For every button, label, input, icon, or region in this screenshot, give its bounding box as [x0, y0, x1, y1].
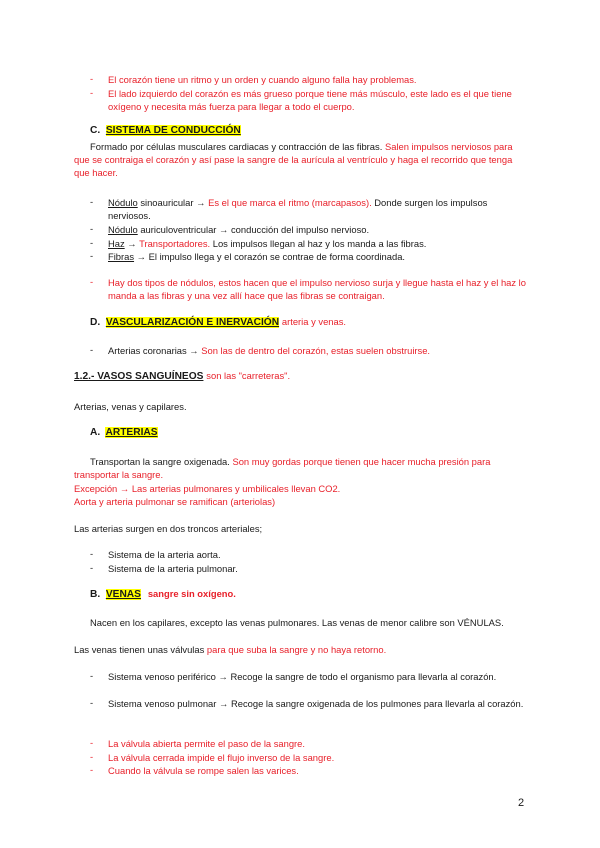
arteries-exception: Excepción → Las arterias pulmonares y umbilicales llevan CO2.	[74, 483, 341, 494]
item-term: Fibras	[108, 251, 135, 262]
conduction-item-1	[108, 196, 528, 222]
item-term: Nódulo	[108, 224, 138, 235]
arteries-ramify: Aorta y arteria pulmonar se ramifican (arteriolas)	[74, 496, 276, 507]
vessels-intro: Arterias, venas y capilares.	[74, 401, 187, 412]
veins-para2-red: para que suba la sangre y no haya retorno.	[206, 644, 387, 655]
section-b-suffix: sangre sin oxígeno.	[147, 588, 236, 599]
section-c-heading	[90, 125, 241, 136]
section-b-title: VENAS	[105, 589, 141, 600]
item-red: Es el que marca el ritmo (marcapasos).	[205, 197, 372, 208]
valve-note-1: La válvula abierta permite el paso de la sangre.	[108, 738, 305, 749]
item-rest: →	[124, 238, 137, 249]
page-number: 2	[518, 797, 525, 809]
nodules-note: Hay dos tipos de nódulos, estos hacen que el impulso nervioso surja y llegue hasta el haz y el haz lo manda a las fibras y una vez allí hace que las fibras se contraigan.	[108, 277, 526, 301]
section-12-title: 1.2.- VASOS SANGUÍNEOS	[74, 371, 204, 382]
bullet-dash: -	[90, 73, 94, 84]
bullet-dash: -	[90, 87, 94, 98]
intro-bullet-1: El corazón tiene un ritmo y un orden y cuando alguno falla hay problemas.	[108, 74, 417, 85]
arteries-para-red: Son muy gordas porque tienen que hacer mucha presión para transportar la sangre.	[74, 456, 491, 480]
bullet-dash: -	[90, 276, 94, 287]
item-tail: Donde surgen los impulsos nerviosos.	[108, 197, 488, 221]
bullet-dash: -	[90, 737, 94, 748]
item-rest: → El impulso llega y el corazón se contrae de forma coordinada.	[134, 251, 406, 262]
bullet-dash: -	[90, 751, 94, 762]
section-c-title: SISTEMA DE CONDUCCIÓN	[105, 125, 241, 136]
arteries-paragraph	[74, 455, 526, 481]
section-d-suffix: arteria y venas.	[281, 316, 346, 327]
intro-bullet-2: El lado izquierdo del corazón es más grueso porque tiene más músculo, este lado es el que tiene oxígeno y necesita más fuerza para llegar a todo el cuerpo.	[108, 88, 512, 112]
section-c-letter: C.	[90, 125, 101, 136]
conduction-item-2	[108, 223, 528, 236]
bullet-dash: -	[90, 237, 94, 248]
bullet-dash: -	[90, 548, 94, 559]
veins-paragraph-1: Nacen en los capilares, excepto las venas pulmonares. Las venas de menor calibre son VÉNULAS.	[90, 617, 504, 628]
section-d-title: VASCULARIZACIÓN E INERVACIÓN	[105, 317, 280, 328]
item-term: Haz	[108, 238, 125, 249]
item-tail: Los impulsos llegan al haz y los manda a las fibras.	[210, 238, 427, 249]
coronary-black: Arterias coronarias →	[108, 345, 199, 356]
section-d-heading	[90, 316, 346, 328]
venous-system-1: Sistema venoso periférico → Recoge la sangre de todo el organismo para llevarla al corazón.	[108, 671, 497, 682]
section-d-letter: D.	[90, 317, 101, 328]
valve-note-2: La válvula cerrada impide el flujo inverso de la sangre.	[108, 752, 335, 763]
section-12-suffix: son las "carreteras".	[206, 370, 291, 381]
artery-system-2: Sistema de la arteria pulmonar.	[108, 563, 238, 574]
item-rest: auriculoventricular → conducción del impulso nervioso.	[137, 224, 370, 235]
section-a-title: ARTERIAS	[105, 427, 158, 438]
valve-note-3: Cuando la válvula se rompe salen las varices.	[108, 765, 299, 776]
section-c-para-black: Formado por células musculares cardiacas y contracción de las fibras.	[90, 141, 383, 152]
veins-paragraph-2	[74, 643, 526, 656]
conduction-item-3	[108, 237, 528, 250]
section-a-heading	[90, 427, 158, 438]
bullet-dash: -	[90, 764, 94, 775]
section-c-paragraph	[74, 140, 526, 179]
arteries-para-black: Transportan la sangre oxigenada.	[90, 456, 230, 467]
bullet-dash: -	[90, 196, 94, 207]
bullet-dash: -	[90, 223, 94, 234]
artery-system-1: Sistema de la arteria aorta.	[108, 549, 221, 560]
item-term: Nódulo	[108, 197, 138, 208]
bullet-dash: -	[90, 562, 94, 573]
bullet-dash: -	[90, 250, 94, 261]
item-rest: sinoauricular →	[137, 197, 206, 208]
section-b-letter: B.	[90, 589, 101, 600]
bullet-dash: -	[90, 344, 94, 355]
section-b-heading	[90, 588, 236, 600]
arteries-trunks: Las arterias surgen en dos troncos arteriales;	[74, 523, 263, 534]
item-red: Transportadores.	[136, 238, 211, 249]
section-a-letter: A.	[90, 427, 101, 438]
bullet-dash: -	[90, 670, 94, 681]
section-12-heading	[74, 370, 290, 382]
section-c-para-red: Salen impulsos nerviosos para que se contraiga el corazón y así pase la sangre de la aurícula al ventrículo y haga el recorrido que tenga que hacer.	[74, 141, 513, 178]
coronary-item	[108, 344, 528, 357]
veins-para2-black: Las venas tienen unas válvulas	[74, 644, 205, 655]
coronary-red: Son las de dentro del corazón, estas suelen obstruirse.	[198, 345, 431, 356]
bullet-dash: -	[90, 697, 94, 708]
venous-system-2: Sistema venoso pulmonar → Recoge la sangre oxigenada de los pulmones para llevarla al corazón.	[108, 698, 524, 709]
conduction-item-4	[108, 250, 528, 263]
